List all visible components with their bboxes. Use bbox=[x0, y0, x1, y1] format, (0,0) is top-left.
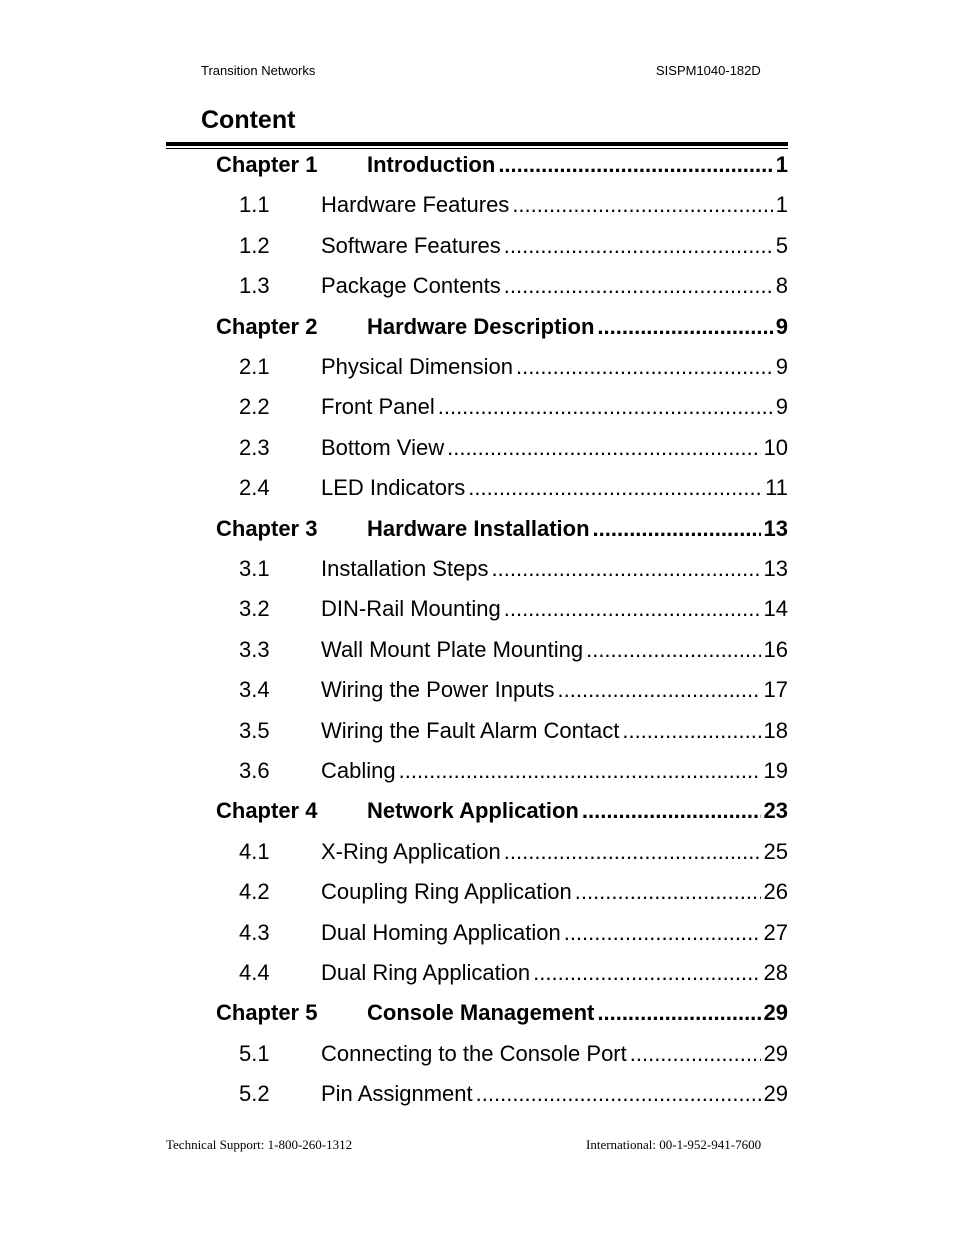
toc-leader-dots bbox=[597, 1000, 760, 1026]
toc-entry-title: Package Contents bbox=[321, 273, 501, 299]
toc-leader-dots bbox=[622, 718, 760, 744]
toc-section-entry[interactable] bbox=[239, 711, 788, 751]
toc-entry-number: 3.2 bbox=[239, 596, 270, 622]
toc-leader-dots bbox=[597, 314, 772, 340]
toc-entry-title: Software Features bbox=[321, 232, 501, 258]
toc-leader-dots bbox=[558, 677, 761, 703]
toc-section-entry[interactable] bbox=[239, 185, 788, 225]
toc-entry-number: 2.1 bbox=[239, 354, 270, 379]
toc-entry-page: 9 bbox=[775, 354, 788, 379]
header-model: SISPM1040-182D bbox=[656, 63, 761, 78]
toc-entry-title: Introduction bbox=[367, 152, 496, 177]
toc-section-entry[interactable] bbox=[239, 589, 788, 629]
toc-section-entry[interactable] bbox=[239, 872, 788, 912]
toc-entry-title: Dual Ring Application bbox=[321, 960, 531, 985]
toc-entry-number: 4.2 bbox=[239, 879, 270, 905]
toc-entry-page: 29 bbox=[763, 1000, 788, 1026]
toc-entry-page: 11 bbox=[765, 475, 788, 501]
toc-entry-page: 16 bbox=[763, 636, 788, 662]
toc-entry-number: 3.3 bbox=[239, 636, 270, 662]
page-title: Content bbox=[201, 106, 296, 134]
toc-section-entry[interactable] bbox=[239, 226, 788, 266]
toc-leader-dots bbox=[504, 839, 761, 865]
toc-section-entry[interactable] bbox=[239, 1074, 788, 1114]
toc-entry-number: 5.2 bbox=[239, 1081, 270, 1107]
toc-entry-page: 25 bbox=[763, 838, 788, 864]
toc-leader-dots bbox=[564, 920, 761, 946]
toc-chapter-entry[interactable] bbox=[216, 791, 788, 831]
toc-leader-dots bbox=[476, 1081, 761, 1107]
toc-entry-title: Front Panel bbox=[321, 394, 435, 420]
toc-leader-dots bbox=[447, 435, 760, 461]
toc-entry-title: X-Ring Application bbox=[321, 838, 501, 864]
footer-international: International: 00-1-952-941-7600 bbox=[586, 1137, 762, 1152]
toc-leader-dots bbox=[504, 233, 773, 259]
toc-section-entry[interactable] bbox=[239, 832, 788, 872]
toc-entry-number: Chapter 1 bbox=[216, 152, 318, 177]
toc-entry-number: 3.1 bbox=[239, 556, 270, 581]
toc-entry-page: 23 bbox=[763, 798, 788, 824]
toc-chapter-entry[interactable] bbox=[216, 145, 788, 185]
toc-entry-number: Chapter 3 bbox=[216, 515, 318, 541]
footer-support: Technical Support: 1-800-260-1312 bbox=[166, 1137, 353, 1152]
toc-entry-title: Connecting to the Console Port bbox=[321, 1040, 627, 1066]
toc-entry-page: 1 bbox=[775, 192, 788, 218]
toc-section-entry[interactable] bbox=[239, 751, 788, 791]
toc-entry-page: 9 bbox=[775, 313, 788, 339]
toc-entry-page: 19 bbox=[763, 758, 788, 783]
toc-section-entry[interactable] bbox=[239, 953, 788, 993]
toc-entry-number: 4.1 bbox=[239, 838, 270, 864]
toc-entry-title: Wall Mount Plate Mounting bbox=[321, 636, 584, 662]
toc-entry-title: Network Application bbox=[367, 798, 579, 824]
toc-section-entry[interactable] bbox=[239, 266, 788, 306]
toc-section-entry[interactable] bbox=[239, 670, 788, 710]
toc-entry-number: 5.1 bbox=[239, 1040, 270, 1066]
toc-entry-page: 17 bbox=[763, 677, 788, 703]
toc-entry-number: 2.2 bbox=[239, 394, 270, 420]
toc-section-entry[interactable] bbox=[239, 549, 788, 589]
toc-leader-dots bbox=[504, 596, 761, 622]
toc-entry-page: 29 bbox=[763, 1081, 788, 1107]
toc-entry-page: 13 bbox=[763, 515, 788, 541]
toc-entry-page: 14 bbox=[763, 596, 788, 622]
toc-entry-page: 13 bbox=[763, 556, 788, 581]
toc-entry-page: 26 bbox=[763, 879, 788, 905]
toc-section-entry[interactable] bbox=[239, 347, 788, 387]
toc-entry-number: 4.3 bbox=[239, 919, 270, 945]
toc-entry-number: 3.6 bbox=[239, 758, 270, 783]
toc-entry-page: 29 bbox=[763, 1040, 788, 1066]
toc-entry-number: Chapter 4 bbox=[216, 798, 318, 824]
toc-section-entry[interactable] bbox=[239, 630, 788, 670]
toc-entry-title: DIN-Rail Mounting bbox=[321, 596, 501, 622]
toc-entry-title: Installation Steps bbox=[321, 556, 489, 581]
toc-leader-dots bbox=[630, 1041, 761, 1067]
toc-leader-dots bbox=[399, 758, 761, 784]
toc-entry-title: Hardware Installation bbox=[367, 515, 590, 541]
toc-leader-dots bbox=[586, 637, 760, 663]
toc-leader-dots bbox=[512, 192, 772, 218]
toc-entry-title: Hardware Features bbox=[321, 192, 510, 218]
toc-chapter-entry[interactable] bbox=[216, 307, 788, 347]
toc-entry-number: 2.3 bbox=[239, 434, 270, 460]
toc-leader-dots bbox=[582, 798, 761, 824]
toc-entry-number: 1.2 bbox=[239, 232, 270, 258]
toc-leader-dots bbox=[533, 960, 760, 986]
toc-entry-page: 5 bbox=[775, 232, 788, 258]
toc-entry-page: 18 bbox=[763, 717, 788, 743]
toc-leader-dots bbox=[438, 394, 773, 420]
toc-leader-dots bbox=[492, 556, 761, 582]
toc-entry-title: Wiring the Fault Alarm Contact bbox=[321, 717, 620, 743]
toc-entry-page: 28 bbox=[763, 960, 788, 985]
toc-leader-dots bbox=[498, 152, 772, 178]
toc-entry-number: 4.4 bbox=[239, 960, 270, 985]
toc-entry-title: Hardware Description bbox=[367, 313, 595, 339]
toc-entry-page: 8 bbox=[775, 273, 788, 299]
toc-entry-title: Wiring the Power Inputs bbox=[321, 677, 555, 703]
toc-entry-title: Console Management bbox=[367, 1000, 595, 1026]
toc-leader-dots bbox=[516, 354, 773, 380]
toc-leader-dots bbox=[504, 273, 773, 299]
toc-entry-title: Bottom View bbox=[321, 434, 445, 460]
toc-entry-title: LED Indicators bbox=[321, 475, 466, 501]
toc-leader-dots bbox=[468, 475, 762, 501]
toc-section-entry[interactable] bbox=[239, 913, 788, 953]
toc-entry-number: 3.5 bbox=[239, 717, 270, 743]
toc-entry-title: Pin Assignment bbox=[321, 1081, 473, 1107]
toc-entry-number: 1.1 bbox=[239, 192, 270, 218]
toc-entry-number: 3.4 bbox=[239, 677, 270, 703]
toc-section-entry[interactable] bbox=[239, 468, 788, 508]
toc-chapter-entry[interactable] bbox=[216, 509, 788, 549]
toc-entry-title: Physical Dimension bbox=[321, 354, 513, 379]
toc-entry-title: Coupling Ring Application bbox=[321, 879, 572, 905]
toc-leader-dots bbox=[593, 516, 761, 542]
toc-section-entry[interactable] bbox=[239, 387, 788, 427]
toc-entry-number: 1.3 bbox=[239, 273, 270, 299]
toc-entry-page: 27 bbox=[763, 919, 788, 945]
toc-entry-title: Dual Homing Application bbox=[321, 919, 561, 945]
toc-entry-number: 2.4 bbox=[239, 475, 270, 501]
toc-entry-title: Cabling bbox=[321, 758, 396, 783]
toc-entry-number: Chapter 5 bbox=[216, 1000, 318, 1026]
toc-entry-page: 10 bbox=[763, 434, 788, 460]
toc-entry-page: 1 bbox=[775, 152, 788, 177]
toc-chapter-entry[interactable] bbox=[216, 993, 788, 1033]
toc-entry-page: 9 bbox=[775, 394, 788, 420]
toc-leader-dots bbox=[575, 879, 761, 905]
header-company: Transition Networks bbox=[201, 63, 316, 78]
toc-entry-number: Chapter 2 bbox=[216, 313, 318, 339]
toc-section-entry[interactable] bbox=[239, 428, 788, 468]
toc-section-entry[interactable] bbox=[239, 1034, 788, 1074]
